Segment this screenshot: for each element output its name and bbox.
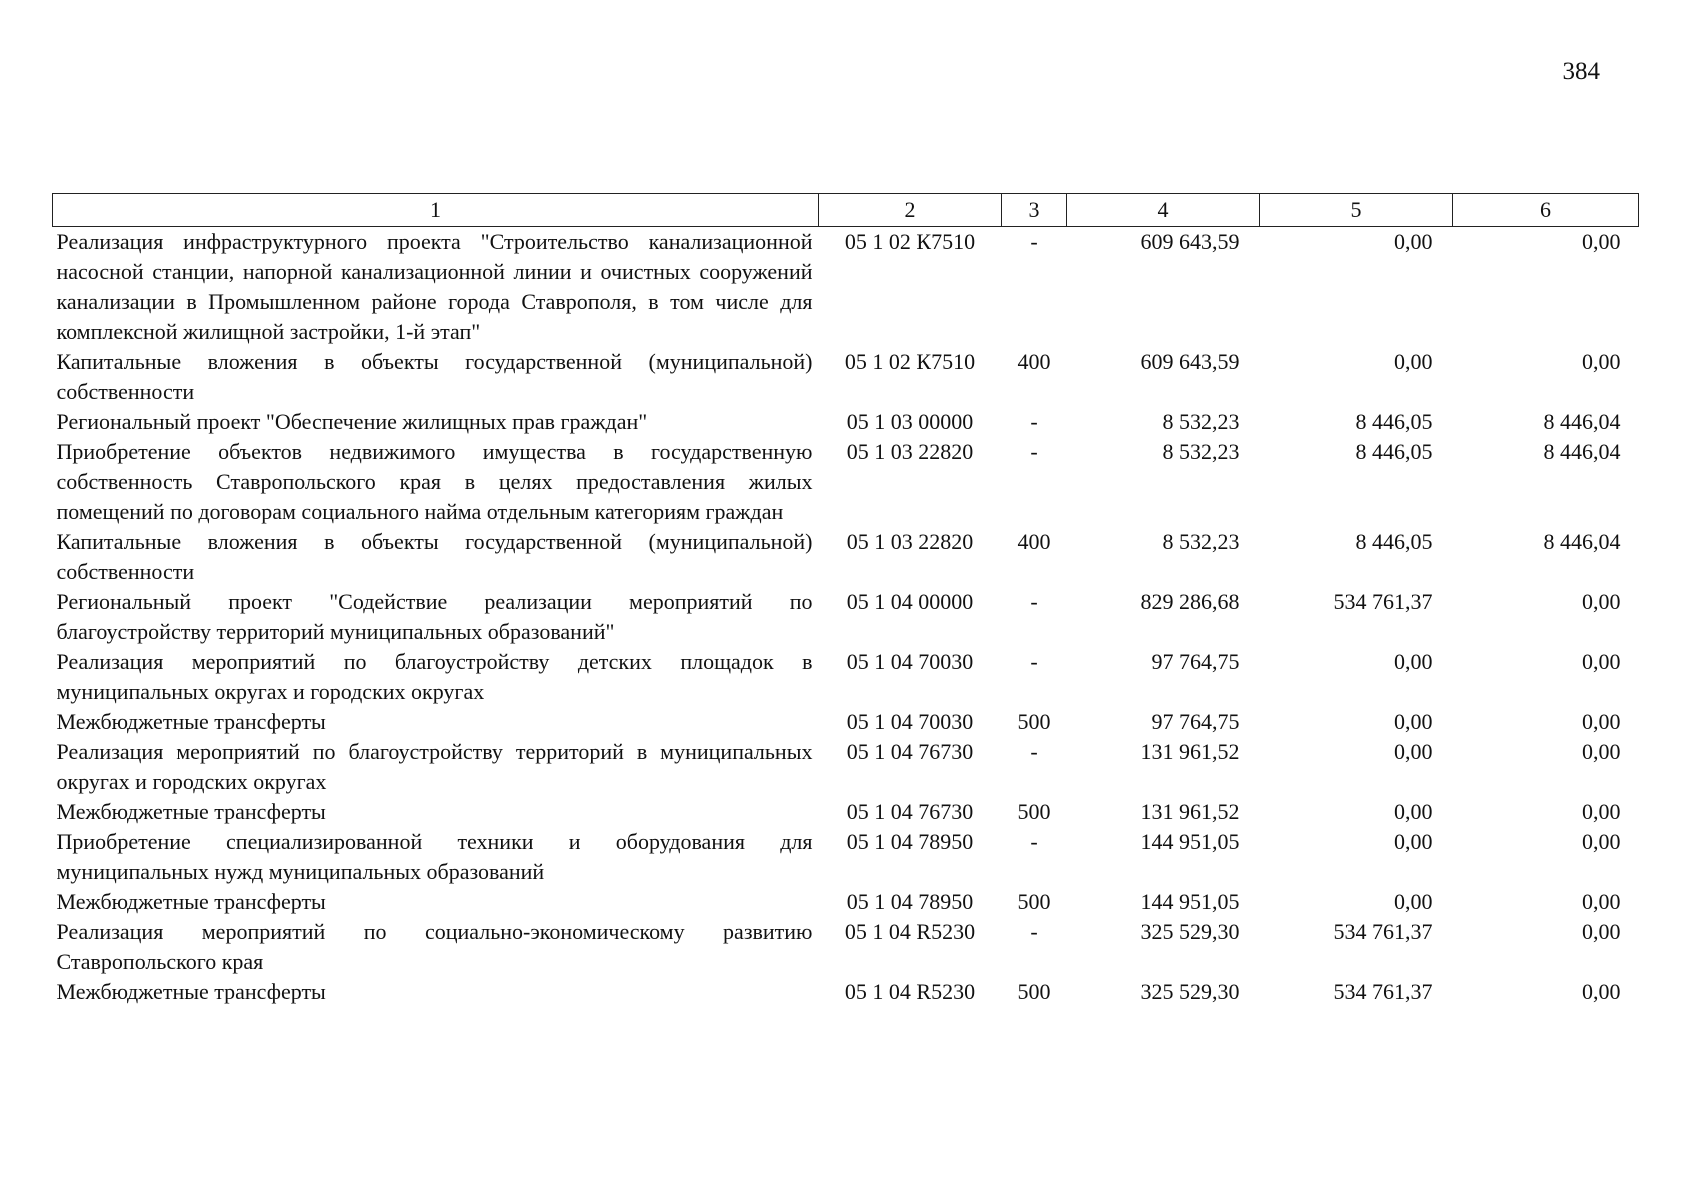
row-value-col5: 8 446,05: [1355, 439, 1433, 464]
row-expense-type: 400: [1017, 349, 1051, 374]
row-name: Межбюджетные трансферты: [56, 799, 326, 824]
table-row: [53, 527, 1639, 587]
row-code: 05 1 04 R5230: [844, 919, 976, 944]
row-value-col4: 609 643,59: [1140, 229, 1240, 254]
row-expense-type: -: [1030, 829, 1038, 854]
column-header-6: 6: [1453, 194, 1639, 227]
row-name: Межбюджетные трансферты: [56, 979, 326, 1004]
row-code: 05 1 04 78950: [846, 889, 974, 914]
row-value-col4: 97 764,75: [1151, 649, 1240, 674]
row-name: Межбюджетные трансферты: [56, 709, 326, 734]
table-row: [53, 737, 1639, 797]
row-expense-type: -: [1030, 229, 1038, 254]
row-value-col5: 0,00: [1394, 709, 1433, 734]
row-value-col4: 325 529,30: [1140, 979, 1240, 1004]
row-name: Региональный проект "Обеспечение жилищных прав граждан": [56, 409, 648, 434]
row-expense-type: -: [1030, 589, 1038, 614]
row-value-col6: 0,00: [1582, 739, 1621, 764]
column-header-4: 4: [1067, 194, 1260, 227]
row-value-col4: 325 529,30: [1140, 919, 1240, 944]
row-expense-type: 500: [1017, 979, 1051, 1004]
table-row: [53, 407, 1639, 437]
page-number: 384: [1562, 58, 1600, 85]
row-value-col6: 0,00: [1582, 889, 1621, 914]
row-name: Приобретение специализированной техники и оборудования для муниципальных нужд муниципальных образований: [56, 829, 813, 884]
column-header-1: 1: [53, 194, 819, 227]
row-code: 05 1 03 22820: [846, 529, 974, 554]
row-name: Реализация мероприятий по социально-экономическому развитию Ставропольского края: [56, 919, 813, 974]
row-value-col5: 0,00: [1394, 739, 1433, 764]
row-expense-type: -: [1030, 409, 1038, 434]
table-row: [53, 707, 1639, 737]
row-value-col4: 8 532,23: [1162, 439, 1240, 464]
row-value-col5: 534 761,37: [1333, 919, 1433, 944]
row-expense-type: -: [1030, 739, 1038, 764]
header-row: [53, 194, 1639, 227]
row-value-col4: 829 286,68: [1140, 589, 1240, 614]
row-code: 05 1 04 78950: [846, 829, 974, 854]
row-value-col5: 0,00: [1394, 349, 1433, 374]
row-value-col5: 0,00: [1394, 829, 1433, 854]
row-name: Капитальные вложения в объекты государственной (муниципальной) собственности: [56, 349, 813, 404]
row-value-col5: 0,00: [1394, 889, 1433, 914]
row-value-col6: 0,00: [1582, 709, 1621, 734]
column-header-2: 2: [819, 194, 1002, 227]
row-value-col6: 0,00: [1582, 649, 1621, 674]
column-header-5: 5: [1260, 194, 1453, 227]
row-value-col5: 8 446,05: [1355, 409, 1433, 434]
row-value-col4: 144 951,05: [1140, 889, 1240, 914]
table-row: [53, 887, 1639, 917]
budget-table: [52, 193, 1639, 1007]
table-row: [53, 587, 1639, 647]
row-value-col4: 97 764,75: [1151, 709, 1240, 734]
row-value-col4: 144 951,05: [1140, 829, 1240, 854]
table-row: [53, 647, 1639, 707]
row-code: 05 1 04 R5230: [844, 979, 976, 1004]
row-value-col4: 8 532,23: [1162, 409, 1240, 434]
row-value-col6: 0,00: [1582, 229, 1621, 254]
row-value-col5: 0,00: [1394, 229, 1433, 254]
row-expense-type: 500: [1017, 799, 1051, 824]
table-row: [53, 977, 1639, 1007]
row-value-col6: 0,00: [1582, 919, 1621, 944]
row-value-col6: 8 446,04: [1543, 409, 1621, 434]
row-expense-type: 500: [1017, 709, 1051, 734]
row-value-col4: 8 532,23: [1162, 529, 1240, 554]
table-header: [53, 194, 1639, 227]
row-name: Капитальные вложения в объекты государственной (муниципальной) собственности: [56, 529, 813, 584]
column-header-3: 3: [1002, 194, 1067, 227]
row-code: 05 1 02 К7510: [844, 349, 976, 374]
row-value-col5: 0,00: [1394, 799, 1433, 824]
row-value-col6: 8 446,04: [1543, 529, 1621, 554]
row-expense-type: -: [1030, 919, 1038, 944]
table-row: [53, 347, 1639, 407]
row-value-col5: 0,00: [1394, 649, 1433, 674]
row-expense-type: 500: [1017, 889, 1051, 914]
row-code: 05 1 03 00000: [846, 409, 974, 434]
table-row: [53, 827, 1639, 887]
row-code: 05 1 04 76730: [846, 799, 974, 824]
row-value-col5: 534 761,37: [1333, 979, 1433, 1004]
row-value-col5: 534 761,37: [1333, 589, 1433, 614]
row-value-col6: 0,00: [1582, 829, 1621, 854]
row-name: Реализация инфраструктурного проекта "Строительство канализационной насосной станции, напорной канализационной линии и очистных сооружений канализации в Промышленном районе города Ставрополя, в том числе для комплексной жилищной застройки, 1-й этап": [56, 229, 813, 344]
row-name: Реализация мероприятий по благоустройству территорий в муниципальных округах и городских округах: [56, 739, 813, 794]
table-row: [53, 797, 1639, 827]
row-name: Реализация мероприятий по благоустройству детских площадок в муниципальных округах и городских округах: [56, 649, 813, 704]
row-value-col6: 0,00: [1582, 349, 1621, 374]
row-value-col4: 131 961,52: [1140, 799, 1240, 824]
row-code: 05 1 04 70030: [846, 649, 974, 674]
table-row: [53, 437, 1639, 527]
table-row: [53, 227, 1639, 348]
row-expense-type: 400: [1017, 529, 1051, 554]
row-code: 05 1 04 70030: [846, 709, 974, 734]
row-value-col5: 8 446,05: [1355, 529, 1433, 554]
row-code: 05 1 04 76730: [846, 739, 974, 764]
row-value-col4: 131 961,52: [1140, 739, 1240, 764]
table-row: [53, 917, 1639, 977]
row-value-col4: 609 643,59: [1140, 349, 1240, 374]
row-name: Региональный проект "Содействие реализации мероприятий по благоустройству территорий муниципальных образований": [56, 589, 813, 644]
table-body: [53, 227, 1639, 1008]
row-expense-type: -: [1030, 439, 1038, 464]
row-code: 05 1 02 К7510: [844, 229, 976, 254]
row-value-col6: 8 446,04: [1543, 439, 1621, 464]
row-name: Межбюджетные трансферты: [56, 889, 326, 914]
row-value-col6: 0,00: [1582, 799, 1621, 824]
row-code: 05 1 04 00000: [846, 589, 974, 614]
row-value-col6: 0,00: [1582, 589, 1621, 614]
row-expense-type: -: [1030, 649, 1038, 674]
row-value-col6: 0,00: [1582, 979, 1621, 1004]
row-name: Приобретение объектов недвижимого имущества в государственную собственность Ставропольского края в целях предоставления жилых помещений по договорам социального найма отдельным категориям граждан: [56, 439, 813, 524]
row-code: 05 1 03 22820: [846, 439, 974, 464]
